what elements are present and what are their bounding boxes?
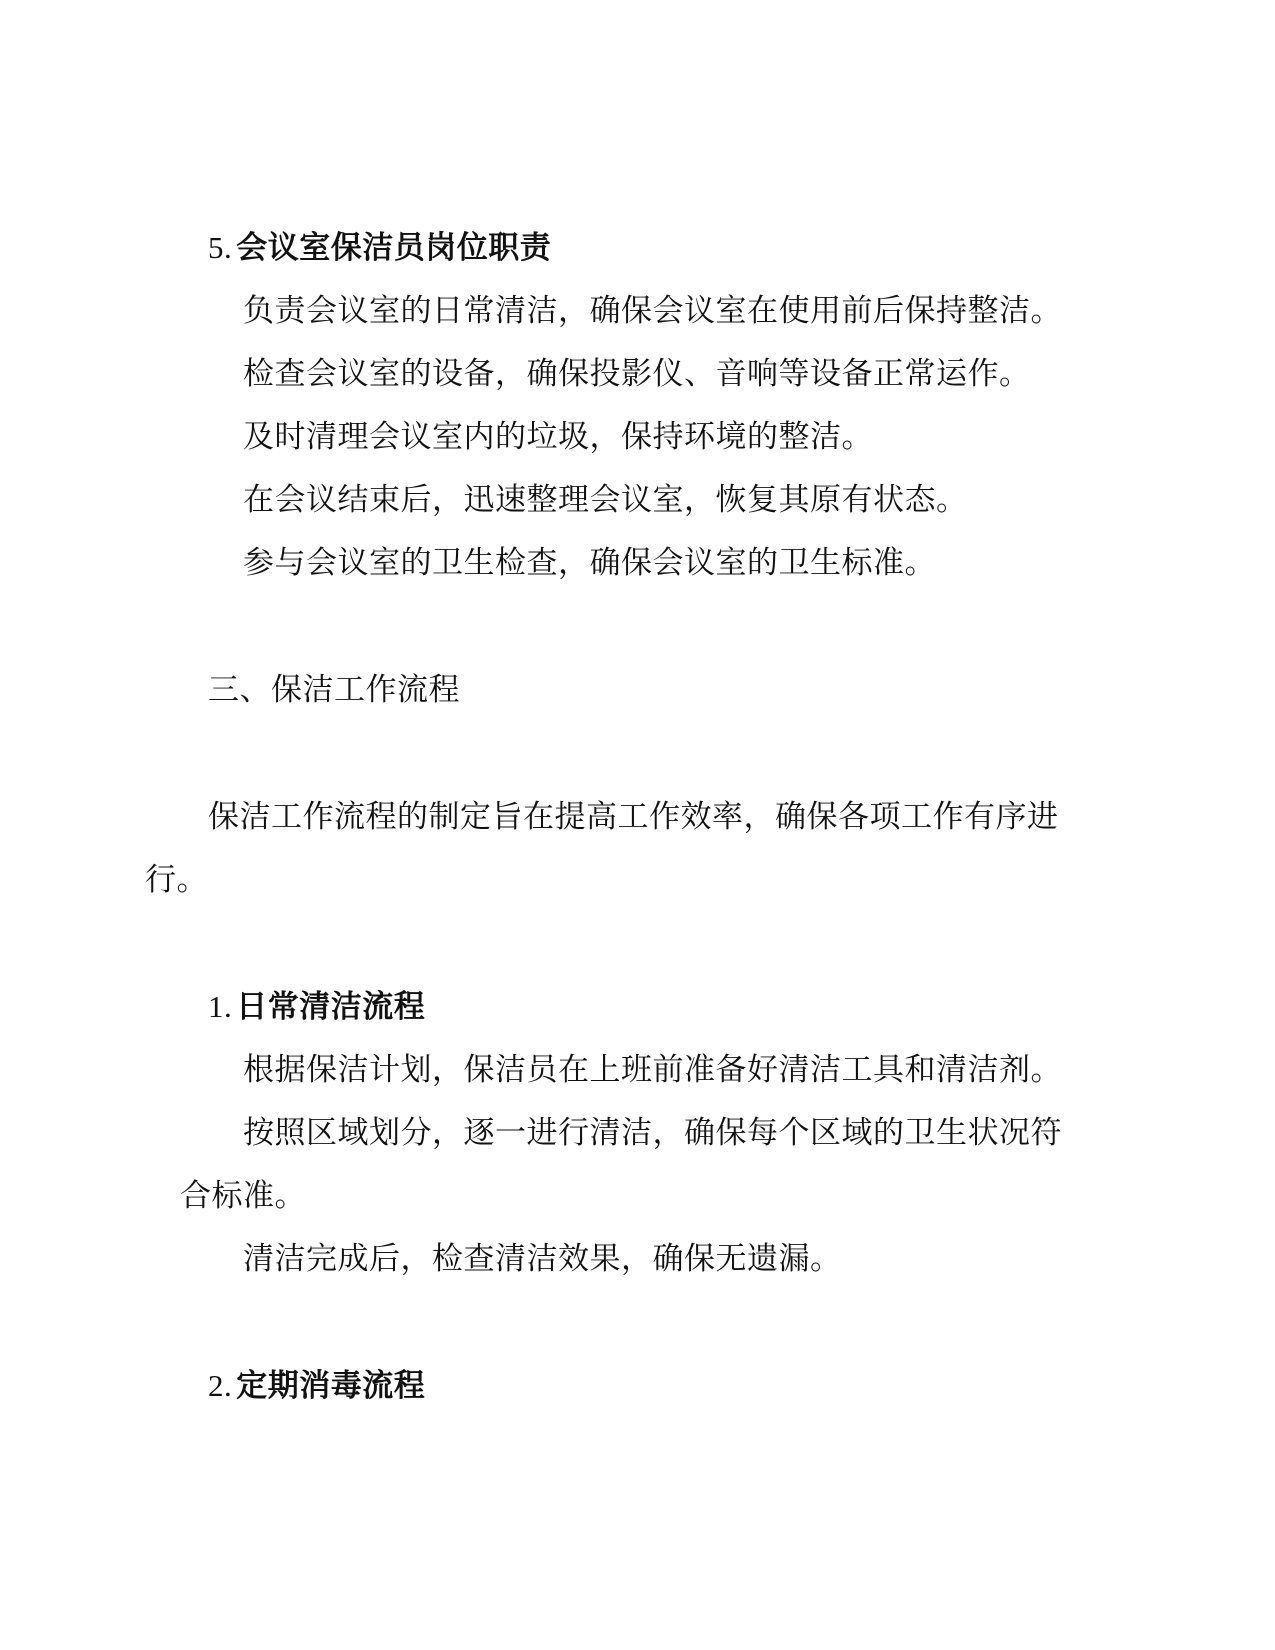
sub-2-number: 2.: [208, 1368, 233, 1403]
sub-2-heading: [208, 1366, 425, 1406]
sub-1-title: 日常清洁流程: [236, 989, 426, 1025]
sub-1-heading: [208, 987, 425, 1027]
section-5-number: 5.: [208, 230, 233, 265]
section-5-item-4: 在会议结束后，迅速整理会议室，恢复其原有状态。: [243, 482, 968, 518]
section-5-title: 会议室保洁员岗位职责: [236, 230, 552, 266]
sub-1-item-2-line-1: 按照区域划分，逐一进行清洁，确保每个区域的卫生状况符: [243, 1115, 1062, 1151]
part-3-heading: 三、保洁工作流程: [208, 672, 460, 708]
sub-2-title: 定期消毒流程: [236, 1368, 426, 1404]
section-5-item-2: 检查会议室的设备，确保投影仪、音响等设备正常运作。: [243, 356, 1031, 392]
section-5-item-5: 参与会议室的卫生检查，确保会议室的卫生标准。: [243, 545, 936, 581]
sub-1-item-2-line-2: 合标准。: [180, 1178, 306, 1214]
sub-1-item-3: 清洁完成后，检查清洁效果，确保无遗漏。: [243, 1241, 842, 1277]
section-5-item-3: 及时清理会议室内的垃圾，保持环境的整洁。: [243, 419, 873, 455]
part-3-intro-line-1: 保洁工作流程的制定旨在提高工作效率，确保各项工作有序进: [208, 799, 1059, 835]
part-3-intro-line-2: 行。: [145, 862, 208, 898]
section-5-item-1: 负责会议室的日常清洁，确保会议室在使用前后保持整洁。: [243, 293, 1062, 329]
sub-1-number: 1.: [208, 989, 233, 1024]
sub-1-item-1: 根据保洁计划，保洁员在上班前准备好清洁工具和清洁剂。: [243, 1052, 1062, 1088]
section-5-heading: [208, 228, 551, 268]
